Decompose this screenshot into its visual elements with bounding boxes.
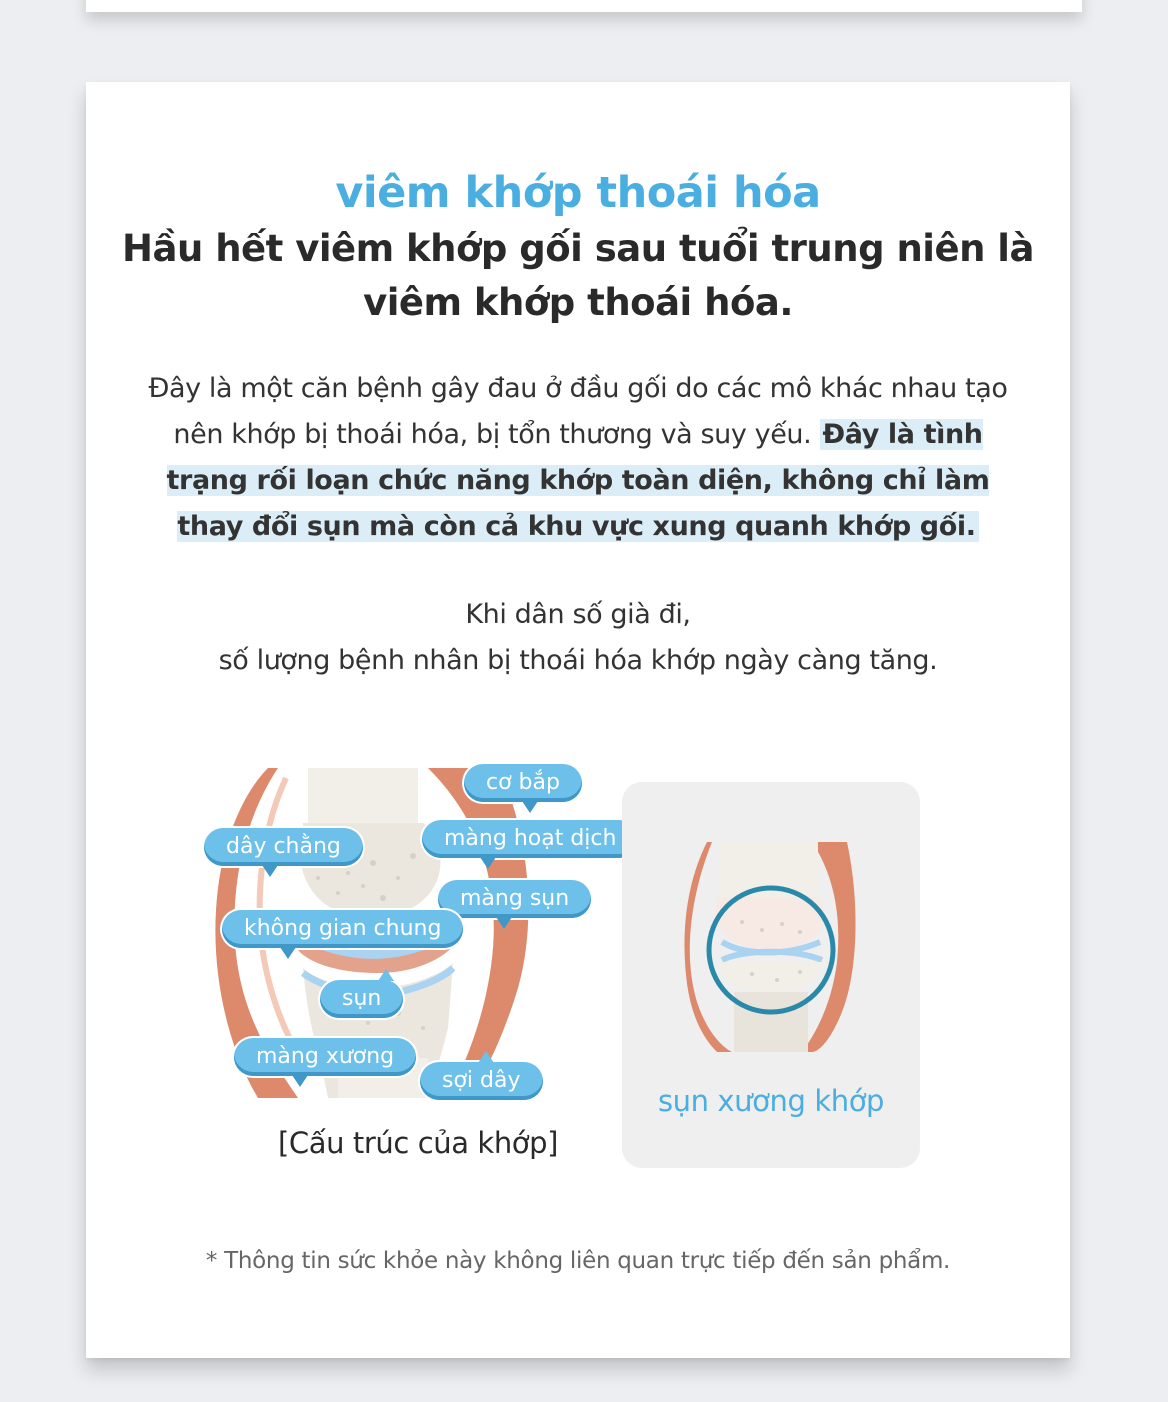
aging-line-1: Khi dân số già đi, [465, 599, 691, 630]
headline [86, 222, 1070, 330]
section-title: viêm khớp thoái hóa [335, 168, 821, 218]
description-highlight: Đây là tình trạng rối loạn chức năng khớp toàn diện, không chỉ làm thay đổi sụn mà còn cả khu vực xung quanh khớp gối. [166, 419, 990, 542]
label-cartilage-membrane: màng sụn [438, 880, 591, 918]
headline-line-1: Hầu hết viêm khớp gối sau tuổi trung niên là [122, 227, 1034, 270]
aging-statement [86, 592, 1070, 684]
joint-caption: [Cấu trúc của khớp] [277, 1126, 559, 1160]
label-synovium: màng hoạt dịch [422, 820, 638, 858]
description-text: Đây là một căn bệnh gây đau ở đầu gối do các mô khác nhau tạo nên khớp bị thoái hóa, bị tổn thương và suy yếu. [148, 373, 1008, 450]
label-ligament: dây chằng [204, 828, 363, 866]
cartilage-card [622, 782, 920, 1168]
label-cartilage: sụn [320, 980, 403, 1018]
label-periosteum: màng xương [234, 1038, 416, 1076]
disclaimer: * Thông tin sức khỏe này không liên quan trực tiếp đến sản phẩm. [205, 1248, 951, 1274]
cartilage-illustration [682, 842, 860, 1052]
aging-line-2: số lượng bệnh nhân bị thoái hóa khớp ngày càng tăng. [218, 645, 938, 676]
description-paragraph [146, 366, 1010, 550]
label-joint-space: không gian chung [222, 910, 463, 948]
label-muscle: cơ bắp [464, 764, 582, 802]
headline-line-2: viêm khớp thoái hóa. [363, 281, 793, 324]
previous-card-edge [86, 0, 1082, 12]
info-card [86, 82, 1070, 1358]
cartilage-label: sụn xương khớp [657, 1084, 885, 1118]
label-fiber: sợi dây [420, 1062, 543, 1100]
